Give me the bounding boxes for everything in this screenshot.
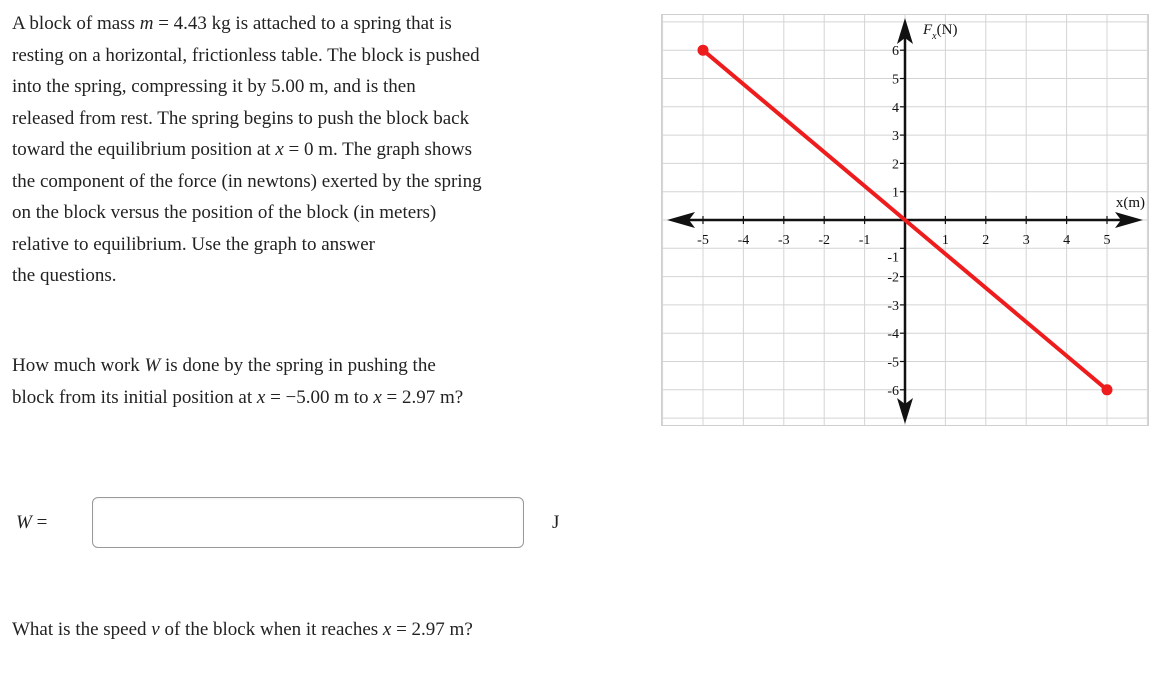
speed-variable: v: [151, 619, 160, 640]
problem-text: the component of the force (in newtons) exerted by the spring: [12, 170, 482, 192]
y-axis-label-subscript: x: [932, 31, 937, 42]
work-variable: W: [144, 355, 161, 376]
x-tick-label: -2: [818, 233, 831, 248]
x-tick-label: 3: [1022, 233, 1030, 248]
problem-text: = 4.43 kg is attached to a spring that is: [158, 13, 452, 34]
question-text: = 2.97 m?: [396, 619, 473, 640]
x-tick-label: -5: [697, 233, 709, 248]
question-text: What is the speed: [12, 619, 147, 640]
x-tick-label: -1: [858, 233, 871, 248]
y-tick-label: 1: [892, 185, 899, 201]
problem-line-4: released from rest. The spring begins to push the block back: [12, 107, 470, 129]
x-tick-label: 5: [1103, 233, 1111, 248]
question-text: How much work: [12, 355, 140, 376]
problem-text: toward the equilibrium position at: [12, 139, 271, 160]
x-tick-label: -4: [737, 233, 750, 248]
problem-line-6: [12, 166, 592, 198]
y-tick-label: -2: [887, 270, 899, 286]
question-work: [12, 350, 592, 413]
work-unit-label: J: [552, 511, 560, 533]
problem-line-9: the questions.: [12, 265, 117, 286]
y-tick-label: 6: [892, 44, 899, 60]
x-axis-label: x(m): [1115, 195, 1145, 211]
problem-line-5: [12, 134, 592, 166]
question-text: = 2.97 m?: [386, 386, 464, 408]
force-position-graph: [661, 14, 1149, 426]
y-tick-label: 2: [892, 157, 899, 173]
question-text: of the block when it reaches: [164, 619, 379, 640]
y-tick-label: -3: [887, 298, 899, 314]
y-tick-label: 4: [892, 100, 899, 116]
problem-line-3: into the spring, compressing it by 5.00 m, and is then: [12, 76, 416, 97]
question-text: is done by the spring in pushing the: [165, 355, 436, 376]
question-text: = −5.00 m to: [270, 386, 369, 408]
position-variable: x: [256, 386, 266, 408]
problem-text: = 0 m. The graph shows: [288, 139, 472, 160]
problem-text: A block of mass: [12, 13, 135, 34]
question-work-line-2: [12, 382, 592, 414]
y-tick-label: -5: [887, 355, 899, 371]
mass-variable: m: [139, 13, 154, 34]
work-answer-input[interactable]: [92, 497, 524, 548]
position-variable: x: [275, 139, 284, 160]
y-tick-label: -6: [887, 383, 899, 399]
y-tick-label: 5: [892, 72, 899, 88]
problem-line-2: resting on a horizontal, frictionless table. The block is pushed: [12, 44, 480, 66]
question-work-line-1: [12, 350, 592, 382]
x-tick-label: -3: [777, 233, 790, 248]
work-variable: W: [16, 511, 32, 533]
question-text: block from its initial position at: [12, 386, 253, 408]
y-tick-label: 3: [892, 129, 899, 145]
position-variable: x: [373, 386, 382, 408]
y-tick-label: -4: [887, 327, 899, 343]
problem-statement: [12, 8, 592, 292]
problem-line-7: on the block versus the position of the block (in meters): [12, 202, 437, 223]
x-tick-label: 4: [1063, 233, 1071, 248]
force-endpoint-marker: [1102, 384, 1113, 395]
question-speed: [12, 614, 612, 646]
y-tick-label: -1: [887, 250, 899, 266]
y-axis-label-unit: (N): [936, 22, 958, 38]
work-answer-row: [16, 496, 559, 549]
problem-line-8: relative to equilibrium. Use the graph to answer: [12, 233, 376, 255]
equals-sign: =: [36, 511, 48, 533]
y-axis-label-symbol: F: [923, 22, 933, 38]
force-endpoint-marker: [698, 45, 709, 56]
force-chart-svg: [661, 14, 1149, 426]
work-answer-label: [16, 512, 92, 534]
position-variable: x: [382, 619, 392, 640]
problem-line-1: [12, 8, 592, 40]
x-tick-label: 1: [941, 233, 949, 248]
x-tick-label: 2: [982, 233, 990, 248]
